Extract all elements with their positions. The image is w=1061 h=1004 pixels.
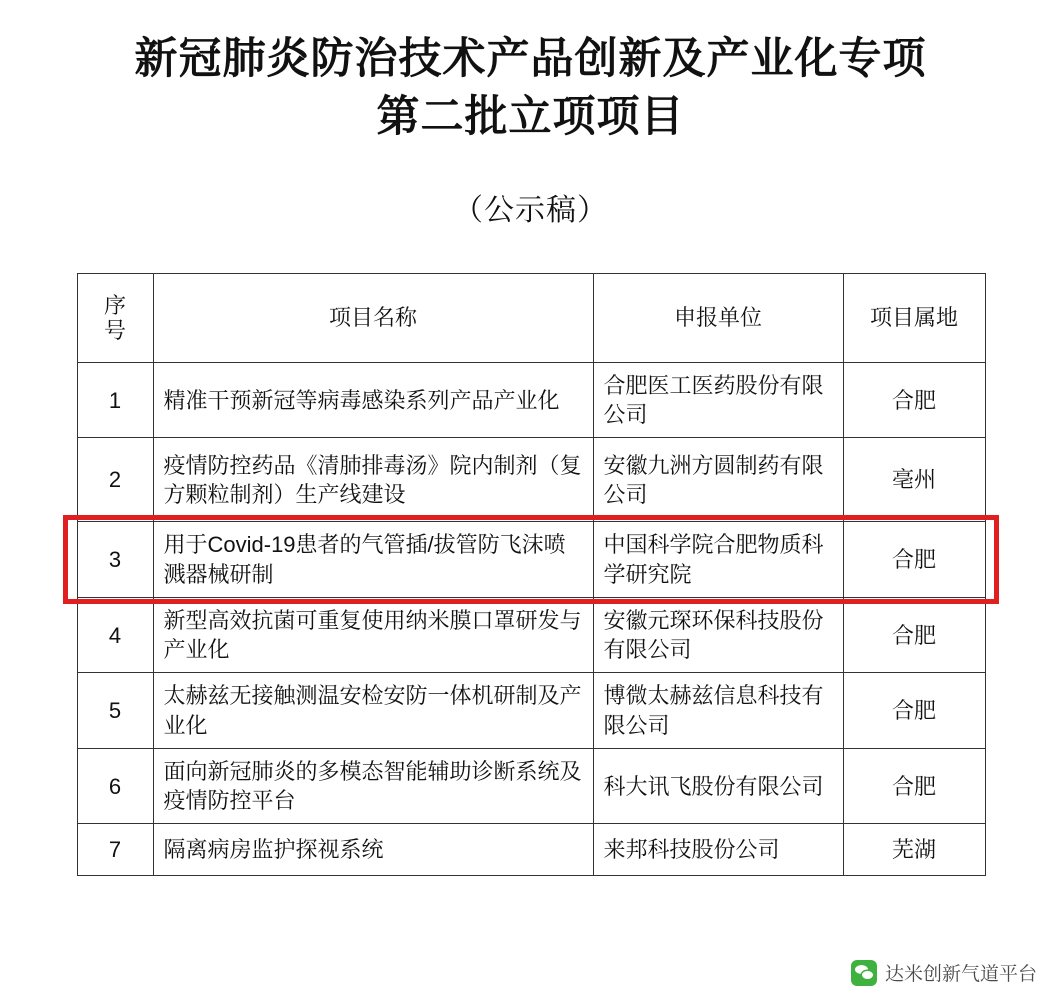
table-row xyxy=(77,597,985,673)
row-project-name: 新型高效抗菌可重复使用纳米膜口罩研发与产业化 xyxy=(153,597,593,673)
column-header-org: 申报单位 xyxy=(593,273,843,362)
row-project-name: 面向新冠肺炎的多模态智能辅助诊断系统及疫情防控平台 xyxy=(153,748,593,824)
row-location: 合肥 xyxy=(843,748,985,824)
page-subtitle: （公示稿） xyxy=(453,193,608,227)
column-header-location: 项目属地 xyxy=(843,273,985,362)
row-org: 安徽九洲方圆制药有限公司 xyxy=(593,438,843,522)
row-project-name: 精准干预新冠等病毒感染系列产品产业化 xyxy=(153,362,593,438)
row-project-name: 疫情防控药品《清肺排毒汤》院内制剂（复方颗粒制剂）生产线建设 xyxy=(153,438,593,522)
row-location: 合肥 xyxy=(843,522,985,598)
row-location: 合肥 xyxy=(843,362,985,438)
row-org: 科大讯飞股份有限公司 xyxy=(593,748,843,824)
row-index: 1 xyxy=(77,362,153,438)
column-header-index-line-2: 号 xyxy=(103,317,126,343)
table-row xyxy=(77,824,985,876)
table-row xyxy=(77,673,985,749)
row-location: 芜湖 xyxy=(843,824,985,876)
wechat-icon xyxy=(851,960,877,986)
title-block xyxy=(0,0,1061,229)
row-index: 3 xyxy=(77,522,153,598)
row-project-name: 用于Covid-19患者的气管插/拔管防飞沫喷溅器械研制 xyxy=(153,522,593,598)
row-org: 来邦科技股份公司 xyxy=(593,824,843,876)
row-location: 合肥 xyxy=(843,597,985,673)
column-header-index xyxy=(77,273,153,362)
table-row xyxy=(77,438,985,522)
row-org: 中国科学院合肥物质科学研究院 xyxy=(593,522,843,598)
table-row-highlighted xyxy=(77,522,985,598)
row-project-name: 隔离病房监护探视系统 xyxy=(153,824,593,876)
page-title xyxy=(61,30,1001,147)
table-container xyxy=(77,273,985,877)
row-index: 2 xyxy=(77,438,153,522)
row-org: 合肥医工医药股份有限公司 xyxy=(593,362,843,438)
page-title-line-1: 新冠肺炎防治技术产品创新及产业化专项 xyxy=(134,35,927,83)
table-header-row xyxy=(77,273,985,362)
row-project-name: 太赫兹无接触测温安检安防一体机研制及产业化 xyxy=(153,673,593,749)
row-org: 博微太赫兹信息科技有限公司 xyxy=(593,673,843,749)
row-index: 4 xyxy=(77,597,153,673)
row-index: 7 xyxy=(77,824,153,876)
row-location: 合肥 xyxy=(843,673,985,749)
column-header-index-line-1: 序 xyxy=(103,292,126,318)
table-row xyxy=(77,362,985,438)
footer-account-name: 达米创新气道平台 xyxy=(884,964,1037,985)
row-index: 5 xyxy=(77,673,153,749)
column-header-name: 项目名称 xyxy=(153,273,593,362)
table-row xyxy=(77,748,985,824)
project-table xyxy=(77,273,986,877)
table-header xyxy=(77,273,985,362)
page-title-line-2: 第二批立项项目 xyxy=(376,93,685,142)
row-org: 安徽元琛环保科技股份有限公司 xyxy=(593,597,843,673)
row-location: 亳州 xyxy=(843,438,985,522)
row-index: 6 xyxy=(77,748,153,824)
table-body xyxy=(77,362,985,876)
footer-account xyxy=(851,959,1037,986)
